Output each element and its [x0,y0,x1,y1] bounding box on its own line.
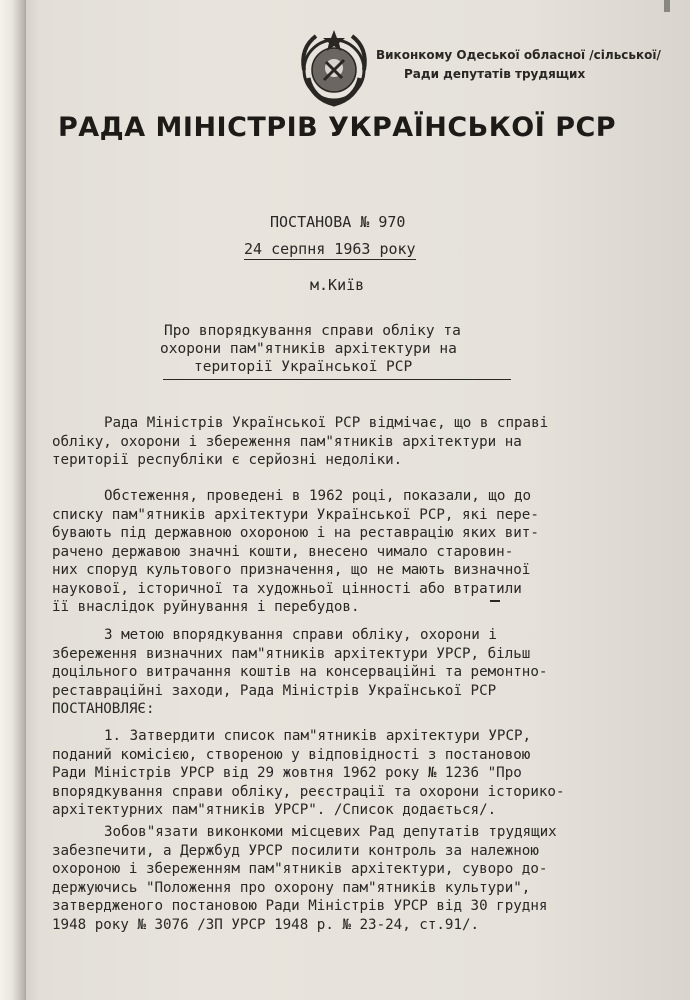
text-line: архітектурних пам"ятників УРСР". /Список додається/. [52,802,497,818]
text-line: Ради Міністрів УРСР від 29 жовтня 1962 року № 1236 "Про [52,765,522,781]
text-line: них споруд культового призначення, що не мають визначної [52,562,531,578]
paragraph-5 [52,823,662,934]
text-line: Зобов"язати виконкоми місцевих Рад депутатів трудящих [104,824,557,840]
addressee-block [376,46,686,84]
text-line: затвердженого постановою Ради Міністрів УРСР від 30 грудня [52,898,548,914]
text-line: бувають під державною охороною і на реставрацію яких вит- [52,525,539,541]
pen-mark [490,600,500,602]
decree-number: ПОСТАНОВА № 970 [270,213,406,231]
decree-date: 24 серпня 1963 року [244,240,416,258]
addressee-line-2: Ради депутатів трудящих [404,67,586,81]
paragraph-1 [52,414,662,470]
text-line: доцільного витрачання коштів на консерваційні та ремонтно- [52,664,548,680]
text-line: території республіки є серйозні недоліки. [52,452,403,468]
text-line: списку пам"ятників архітектури Української РСР, які пере- [52,506,539,523]
subject-line: території Української РСР [194,359,413,375]
subject-line: охорони пам"ятників архітектури на [160,341,457,357]
text-line: її внаслідок руйнування і перебудов. [52,599,360,615]
paragraph-2 [52,487,662,617]
ussr-coat-of-arms-icon [296,28,372,108]
binding-edge [0,0,26,1000]
decree-subject [160,322,540,376]
text-line: обліку, охорони і збереження пам"ятників архітектури на [52,433,522,450]
text-line: наукової, історичної та художньої цінності або втратили [52,580,522,597]
text-line: Рада Міністрів Української РСР відмічає, що в справі [104,415,549,431]
decree-city: м.Київ [310,276,365,294]
text-line: 1948 року № 3076 /ЗП УРСР 1948 р. № 23-24, ст.91/. [52,916,480,933]
text-line: поданий комісією, створеною у відповідності з постановою [52,746,531,763]
text-line: охороною і збереженням пам"ятників архітектури, суворо до- [52,861,548,877]
text-line: ПОСТАНОВЛЯЄ: [52,701,155,717]
text-line: 1. Затвердити список пам"ятників архітектури УРСР, [104,728,532,744]
issuer-title: РАДА МІНІСТРІВ УКРАЇНСЬКОЇ РСР [58,112,617,143]
subject-underline [163,379,511,380]
page-corner [664,0,670,12]
text-line: збереження визначних пам"ятників архітектури УРСР, більш [52,645,531,662]
text-line: рачено державою значні кошти, внесено чимало старовин- [52,543,514,560]
text-line: впорядкування справи обліку, реєстрації та охорони історико- [52,783,565,800]
text-line: держуючись "Положення про охорону пам"ятників культури", [52,879,531,896]
paragraph-4 [52,727,662,820]
subject-line: Про впорядкування справи обліку та [164,323,461,339]
text-line: Обстеження, проведені в 1962 році, показали, що до [104,488,532,504]
text-line: забезпечити, а Держбуд УРСР посилити контроль за належною [52,842,539,859]
addressee-line-1: Виконкому Одеської обласної /сільської/ [376,48,661,62]
text-line: реставраційні заходи, Рада Міністрів Української РСР [52,682,497,699]
paragraph-3 [52,626,662,719]
text-line: З метою впорядкування справи обліку, охорони і [104,627,497,643]
